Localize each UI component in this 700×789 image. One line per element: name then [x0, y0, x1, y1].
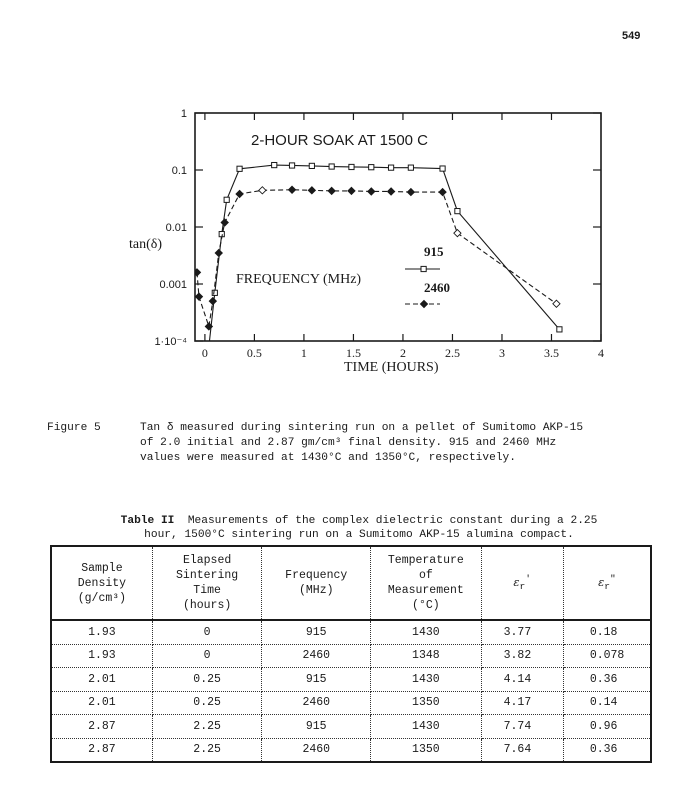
- y-tick-label: 1·10⁻⁴: [154, 336, 187, 348]
- cell-epsilon-real: 3.77: [481, 620, 563, 644]
- table-title-line: [64, 514, 654, 528]
- cell-temperature: 1430: [371, 715, 482, 739]
- series-2460: [193, 186, 560, 330]
- cell-frequency: 915: [262, 668, 371, 692]
- cell-temperature: 1430: [371, 668, 482, 692]
- x-tick-label: 0: [201, 346, 208, 360]
- y-tick-label: 0.01: [165, 222, 187, 234]
- cell-density: 1.93: [51, 644, 152, 668]
- cell-density: 2.01: [51, 691, 152, 715]
- table-row: [51, 738, 651, 762]
- legend-marker-2460: [420, 300, 427, 307]
- cell-epsilon-imaginary: 0.36: [563, 738, 651, 762]
- series-line-2460: [197, 190, 556, 327]
- cell-temperature: 1350: [371, 738, 482, 762]
- data-point-915: [289, 163, 294, 168]
- series-line-915: [197, 165, 559, 346]
- data-point-2460: [221, 219, 228, 226]
- data-point-915: [309, 163, 314, 168]
- header-temperature: Temperature of Measurement (°C): [371, 546, 482, 620]
- data-point-2460: [368, 188, 375, 195]
- caption-line: values were measured at 1430°C and 1350°C, respectively.: [140, 452, 516, 464]
- cell-epsilon-real: 3.82: [481, 644, 563, 668]
- x-tick-label: 3: [498, 346, 505, 360]
- data-point-915: [455, 209, 460, 214]
- data-point-2460: [328, 187, 335, 194]
- table-title-text: Measurements of the complex dielectric constant during a 2.25: [187, 515, 598, 527]
- data-point-915: [388, 165, 393, 170]
- data-point-915: [194, 344, 199, 349]
- x-tick-label: 1: [300, 346, 307, 360]
- header-epsilon-imaginary: $\varepsilon_r''$: [563, 546, 651, 620]
- data-point-2460: [348, 187, 355, 194]
- cell-epsilon-real: 7.64: [481, 738, 563, 762]
- page-number: 549: [622, 30, 641, 42]
- cell-temperature: 1430: [371, 620, 482, 644]
- data-point-915: [369, 165, 374, 170]
- x-axis-label: TIME (HOURS): [344, 360, 439, 375]
- table-label: Table II: [120, 515, 175, 527]
- data-point-2460: [407, 188, 414, 195]
- legend-label-2460: 2460: [424, 280, 450, 295]
- y-tick-label: 0.1: [171, 165, 187, 177]
- header-frequency: Frequency (MHz): [262, 546, 371, 620]
- cell-density: 2.87: [51, 738, 152, 762]
- table-row: [51, 644, 651, 668]
- cell-epsilon-imaginary: 0.18: [563, 620, 651, 644]
- table-title: [64, 514, 654, 542]
- data-point-915: [408, 165, 413, 170]
- table-row: [51, 715, 651, 739]
- data-point-915: [212, 290, 217, 295]
- data-point-2460: [215, 249, 222, 256]
- y-axis-label: tan(δ): [129, 237, 163, 252]
- cell-epsilon-real: 4.17: [481, 691, 563, 715]
- x-tick-label: 0.5: [246, 346, 262, 360]
- data-point-915: [224, 197, 229, 202]
- cell-epsilon-imaginary: 0.36: [563, 668, 651, 692]
- cell-frequency: 2460: [262, 738, 371, 762]
- data-point-915: [440, 166, 445, 171]
- inset-title: 2-HOUR SOAK AT 1500 C: [251, 132, 429, 149]
- x-tick-label: 2: [399, 346, 406, 360]
- cell-epsilon-real: 7.74: [481, 715, 563, 739]
- cell-frequency: 2460: [262, 691, 371, 715]
- table-row: [51, 620, 651, 644]
- legend-marker-915: [421, 266, 426, 271]
- cell-temperature: 1348: [371, 644, 482, 668]
- cell-time: 0: [152, 644, 262, 668]
- legend-label-915: 915: [424, 244, 444, 259]
- data-point-2460: [209, 298, 216, 305]
- table-title-line: hour, 1500°C sintering run on a Sumitomo AKP-15 alumina compact.: [144, 529, 574, 541]
- caption-line: of 2.0 initial and 2.87 gm/cm³ final density. 915 and 2460 MHz: [140, 437, 557, 449]
- data-point-2460: [195, 293, 202, 300]
- data-point-2460: [259, 187, 266, 194]
- x-tick-label: 2.5: [444, 346, 460, 360]
- table-header-row: [51, 546, 651, 620]
- series-915: [194, 162, 562, 349]
- cell-frequency: 2460: [262, 644, 371, 668]
- data-point-2460: [288, 186, 295, 193]
- data-point-915: [557, 327, 562, 332]
- header-sample-density: Sample Density (g/cm³): [51, 546, 152, 620]
- header-epsilon-real: $\varepsilon_r'$: [481, 546, 563, 620]
- data-point-915: [237, 166, 242, 171]
- cell-frequency: 915: [262, 715, 371, 739]
- cell-time: 0.25: [152, 668, 262, 692]
- data-point-915: [329, 164, 334, 169]
- y-tick-label: 1: [180, 108, 187, 120]
- cell-density: 2.87: [51, 715, 152, 739]
- cell-time: 0.25: [152, 691, 262, 715]
- cell-epsilon-imaginary: 0.078: [563, 644, 651, 668]
- data-point-2460: [454, 230, 461, 237]
- cell-epsilon-imaginary: 0.96: [563, 715, 651, 739]
- caption-line: Tan δ measured during sintering run on a pellet of Sumitomo AKP-15: [140, 422, 584, 434]
- x-tick-label: 1.5: [345, 346, 361, 360]
- x-tick-label: 3.5: [543, 346, 559, 360]
- data-point-2460: [236, 190, 243, 197]
- data-point-915: [272, 162, 277, 167]
- cell-time: 2.25: [152, 738, 262, 762]
- data-point-915: [349, 164, 354, 169]
- figure-label: Figure 5: [47, 422, 101, 434]
- cell-time: 2.25: [152, 715, 262, 739]
- cell-frequency: 915: [262, 620, 371, 644]
- cell-time: 0: [152, 620, 262, 644]
- cell-epsilon-real: 4.14: [481, 668, 563, 692]
- cell-density: 1.93: [51, 620, 152, 644]
- y-tick-label: 0.001: [159, 279, 187, 291]
- dielectric-table: [50, 545, 652, 763]
- cell-density: 2.01: [51, 668, 152, 692]
- data-point-2460: [439, 188, 446, 195]
- table-row: [51, 668, 651, 692]
- header-elapsed-time: Elapsed Sintering Time (hours): [152, 546, 262, 620]
- legend-title: FREQUENCY (MHz): [236, 272, 362, 287]
- table-row: [51, 691, 651, 715]
- cell-temperature: 1350: [371, 691, 482, 715]
- data-point-2460: [553, 300, 560, 307]
- data-point-2460: [308, 187, 315, 194]
- cell-epsilon-imaginary: 0.14: [563, 691, 651, 715]
- figure-caption-text: [140, 421, 640, 466]
- x-tick-label: 4: [598, 346, 604, 360]
- data-point-2460: [387, 188, 394, 195]
